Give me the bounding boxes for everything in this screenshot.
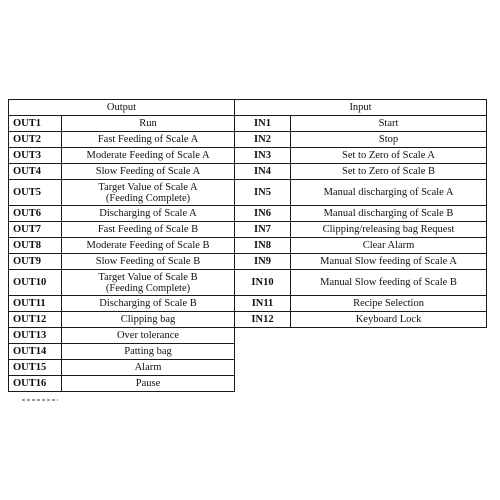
output-id: OUT2 (9, 132, 62, 148)
input-description: Manual discharging of Scale B (291, 206, 487, 222)
output-description (62, 132, 235, 148)
input-description: Stop (291, 132, 487, 148)
output-description (62, 206, 235, 222)
output-description (62, 254, 235, 270)
table-row (9, 180, 487, 206)
output-description (62, 296, 235, 312)
output-description (62, 238, 235, 254)
input-id: IN8 (235, 238, 291, 254)
output-description (62, 222, 235, 238)
output-description-line: Clipping bag (120, 314, 176, 325)
empty-cell (235, 360, 487, 376)
output-description (62, 328, 235, 344)
empty-cell (235, 376, 487, 392)
output-id: OUT4 (9, 164, 62, 180)
io-assignment-table (8, 99, 487, 392)
output-id: OUT1 (9, 116, 62, 132)
table-row (9, 296, 487, 312)
output-id: OUT14 (9, 344, 62, 360)
input-id: IN12 (235, 312, 291, 328)
output-description-line: Target Value of Scale A (98, 181, 198, 193)
output-description-line: (Feeding Complete) (105, 282, 191, 294)
output-description-line: Patting bag (124, 346, 172, 357)
output-id: OUT3 (9, 148, 62, 164)
output-description-line: Pause (135, 378, 161, 389)
table-row (9, 132, 487, 148)
input-id: IN5 (235, 180, 291, 206)
input-description: Manual discharging of Scale A (291, 180, 487, 206)
output-id: OUT9 (9, 254, 62, 270)
input-description: Keyboard Lock (291, 312, 487, 328)
input-id: IN4 (235, 164, 291, 180)
table-row (9, 238, 487, 254)
input-header: Input (235, 100, 487, 116)
output-id: OUT10 (9, 270, 62, 296)
table-row (9, 254, 487, 270)
table-row (9, 270, 487, 296)
output-description-line: Discharging of Scale B (99, 298, 197, 309)
table-row (9, 360, 487, 376)
output-id: OUT5 (9, 180, 62, 206)
output-description-line: Target Value of Scale B (98, 271, 198, 283)
output-description (62, 270, 235, 296)
output-description-line: Moderate Feeding of Scale A (86, 150, 210, 161)
table-row (9, 312, 487, 328)
output-id: OUT15 (9, 360, 62, 376)
output-id: OUT7 (9, 222, 62, 238)
output-description-line: Run (139, 118, 157, 129)
empty-cell (235, 328, 487, 344)
input-id: IN1 (235, 116, 291, 132)
output-description-line: Moderate Feeding of Scale B (86, 240, 210, 251)
output-description-line: (Feeding Complete) (105, 192, 191, 204)
input-description: Clear Alarm (291, 238, 487, 254)
output-description-line: Fast Feeding of Scale B (97, 224, 199, 235)
input-description: Set to Zero of Scale B (291, 164, 487, 180)
input-id: IN2 (235, 132, 291, 148)
input-id: IN9 (235, 254, 291, 270)
table-row (9, 164, 487, 180)
output-description (62, 376, 235, 392)
output-description (62, 312, 235, 328)
table-row (9, 116, 487, 132)
output-description (62, 164, 235, 180)
input-description: Recipe Selection (291, 296, 487, 312)
output-description (62, 180, 235, 206)
output-id: OUT8 (9, 238, 62, 254)
table-row (9, 148, 487, 164)
output-id: OUT16 (9, 376, 62, 392)
table-row (9, 222, 487, 238)
input-id: IN6 (235, 206, 291, 222)
input-id: IN7 (235, 222, 291, 238)
output-description (62, 344, 235, 360)
input-description: Manual Slow feeding of Scale A (291, 254, 487, 270)
table-row (9, 206, 487, 222)
table-body (9, 116, 487, 392)
table-row (9, 376, 487, 392)
output-description (62, 148, 235, 164)
output-id: OUT6 (9, 206, 62, 222)
table-row (9, 328, 487, 344)
input-id: IN3 (235, 148, 291, 164)
output-description-line: Slow Feeding of Scale B (95, 256, 201, 267)
input-description: Start (291, 116, 487, 132)
input-id: IN11 (235, 296, 291, 312)
table-row (9, 344, 487, 360)
table-header-row (9, 100, 487, 116)
output-description-line: Over tolerance (116, 330, 180, 341)
scan-mark (22, 399, 58, 401)
output-id: OUT11 (9, 296, 62, 312)
input-description: Set to Zero of Scale A (291, 148, 487, 164)
output-description-line: Slow Feeding of Scale A (95, 166, 201, 177)
output-description-line: Discharging of Scale A (99, 208, 197, 219)
output-id: OUT13 (9, 328, 62, 344)
input-description: Clipping/releasing bag Request (291, 222, 487, 238)
empty-cell (235, 344, 487, 360)
output-id: OUT12 (9, 312, 62, 328)
output-description-line: Fast Feeding of Scale A (97, 134, 199, 145)
output-header: Output (9, 100, 235, 116)
output-description (62, 116, 235, 132)
output-description-line: Alarm (134, 362, 162, 373)
output-description (62, 360, 235, 376)
input-id: IN10 (235, 270, 291, 296)
input-description: Manual Slow feeding of Scale B (291, 270, 487, 296)
